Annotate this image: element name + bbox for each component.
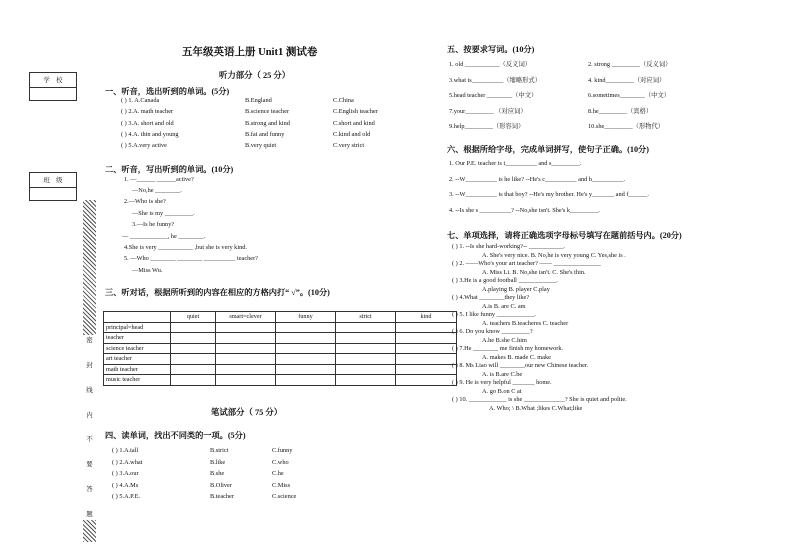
- choice-question: ( ) 5. I like funny ____________.: [452, 311, 536, 318]
- tick-cell[interactable]: [396, 364, 457, 375]
- section3-heading: 三、听对话，根据所听到的内容在相应的方格内打“ √”。(10分): [105, 288, 330, 297]
- fill-in-line: 4. kind_________（对应词）: [588, 76, 666, 84]
- question-option: ( ) 4.A.Ms: [112, 481, 139, 489]
- class-label: 班 级: [43, 177, 63, 184]
- table-header-cell: funny: [276, 312, 336, 323]
- choice-question: ( ) 8. Ms Liao will ________our new Chinese teacher.: [452, 362, 589, 369]
- fill-in-line: 1. old ___________（反义词）: [449, 61, 532, 68]
- seal-char: 要: [86, 461, 93, 469]
- section5-heading: 五、按要求写词。(10分): [447, 45, 535, 54]
- section1-heading: 一、听音，选出听到的单词。(5分): [105, 87, 230, 96]
- table-header-cell: [104, 312, 171, 323]
- tick-cell[interactable]: [171, 333, 216, 344]
- tick-cell[interactable]: [216, 354, 276, 365]
- table-header-cell: strict: [336, 312, 396, 323]
- tick-cell[interactable]: [396, 354, 457, 365]
- tick-cell[interactable]: [171, 354, 216, 365]
- choice-question: ( ) 2. ——Who's your art teacher? —— _______________: [452, 260, 601, 267]
- fill-in-line: — ____________, he ________.: [122, 233, 206, 240]
- table-header-cell: quiet: [171, 312, 216, 323]
- question-option: ( ) 2.A. math teacher: [121, 108, 174, 116]
- choice-options: A. Miss Li. B. No,she isn't. C. She's thin.: [482, 269, 586, 276]
- table-row: [104, 375, 457, 386]
- fill-in-line: 4. --Is she s __________? --No,she isn't. She's k_________.: [449, 206, 600, 214]
- question-option: ( ) 5.A.very active: [121, 142, 167, 150]
- tick-cell[interactable]: [336, 375, 396, 386]
- question-option: ( ) 3.A.our: [112, 470, 139, 477]
- fill-in-line: —Miss Wu.: [132, 267, 163, 274]
- question-option: C.science: [272, 493, 297, 500]
- question-option: C.he: [272, 470, 284, 477]
- table-header-cell: smart=clever: [216, 312, 276, 323]
- question-option: B.strict: [210, 447, 229, 454]
- fill-in-line: 3.what is__________（缩略形式）: [449, 76, 542, 84]
- tick-cell[interactable]: [276, 375, 336, 386]
- fill-in-line: —No,he ________.: [132, 187, 182, 194]
- tick-cell[interactable]: [171, 322, 216, 333]
- question-option: ( ) 1. A.Canada: [121, 97, 160, 104]
- table-row-label: music teacher: [104, 375, 171, 386]
- question-option: B.science teacher: [245, 108, 290, 116]
- class-label-box: [29, 172, 77, 201]
- tick-cell[interactable]: [396, 375, 457, 386]
- question-option: C.Miss: [272, 481, 291, 489]
- fill-in-line: 5. —Who ________ ________ __________ teacher?: [124, 255, 258, 262]
- table-row-label: teacher: [104, 333, 171, 344]
- seal-char: 不: [86, 436, 93, 444]
- choice-question: ( ) 10. ____________ is she _____________? She is quiet and polite.: [452, 396, 627, 403]
- fill-in-line: 4.She is very ___________ ,but she is very kind.: [124, 244, 247, 251]
- table-row-label: principal=head: [104, 322, 171, 333]
- question-option: C.kind and old: [333, 130, 371, 138]
- question-option: B.England: [245, 97, 272, 104]
- tick-cell[interactable]: [216, 322, 276, 333]
- tick-cell[interactable]: [396, 343, 457, 354]
- tick-cell[interactable]: [276, 333, 336, 344]
- table-row: [104, 364, 457, 375]
- question-option: C.short and kind: [333, 119, 375, 127]
- fill-in-line: 2. strong _________（反义词）: [588, 61, 672, 68]
- question-option: C.English teacher: [333, 108, 378, 116]
- fill-in-line: 9.help_________（形容词）: [449, 123, 525, 130]
- fill-in-line: —She is my _________.: [132, 210, 195, 217]
- fill-in-line: 3. --W__________ is that boy? --He's my brother. He's y_______ and f______.: [449, 191, 649, 198]
- tick-cell[interactable]: [216, 333, 276, 344]
- question-option: B.like: [210, 458, 226, 466]
- choice-options: A.playing B. player C.play: [482, 286, 550, 293]
- choice-question: ( ) 4.What ________they like?: [452, 294, 530, 301]
- listening-part-title: 听力部分（ 25 分）: [219, 71, 291, 80]
- fill-in-line: 5.head teacher ________（中文）: [449, 92, 538, 99]
- tick-cell[interactable]: [171, 375, 216, 386]
- choice-question: ( ) 1. --Is she hard-working?-- ___________.: [452, 243, 565, 250]
- choice-question: ( ) 3.He is a good football ____________.: [452, 277, 558, 284]
- choice-question: ( ) 6. Do you know _________?: [452, 328, 533, 335]
- fill-in-line: 2.—Who is she?: [124, 198, 166, 205]
- choice-options: A.is B. are C. am: [482, 303, 526, 310]
- table-row: [104, 333, 457, 344]
- section7-heading: 七、单项选择，请将正确选项字母标号填写在题前括号内。(20分): [447, 231, 682, 240]
- table-row-label: math teacher: [104, 364, 171, 375]
- choice-options: A. is B.are C.be: [482, 371, 523, 378]
- choice-options: A. She's very nice. B. No,he is very young C. Yes,she is .: [482, 252, 626, 259]
- tick-cell[interactable]: [276, 343, 336, 354]
- school-label-box: [29, 72, 77, 101]
- table-row: [104, 322, 457, 333]
- fill-in-line: 1. Our P.E. teacher is t__________ and s_________.: [449, 160, 582, 167]
- tick-cell[interactable]: [216, 364, 276, 375]
- question-option: ( ) 2.A.what: [112, 458, 143, 466]
- choice-options: A.he B.she C.him: [482, 337, 527, 344]
- question-option: C.who: [272, 458, 289, 466]
- section2-heading: 二、听音，写出听到的单词。(10分): [105, 165, 234, 174]
- choice-question: ( ) 7.He ________ me finish my homework.: [452, 345, 564, 352]
- fill-in-line: 8.he_________（宾格）: [588, 107, 653, 115]
- tick-cell[interactable]: [336, 333, 396, 344]
- tick-cell[interactable]: [216, 343, 276, 354]
- question-option: ( ) 5.A.P.E.: [112, 493, 140, 500]
- table-header-cell: kind: [396, 312, 457, 323]
- question-option: ( ) 4.A. thin and young: [121, 130, 179, 138]
- section6-heading: 六、根据所给字母，完成单词拼写，使句子正确。(10分): [447, 145, 649, 154]
- fill-in-line: 7.your_________ （对应词）: [449, 107, 527, 115]
- seal-char: 封: [86, 361, 93, 369]
- fill-in-line: 2. --W__________ is he like? --He's c__________ and h__________.: [449, 175, 626, 183]
- question-option: ( ) 1.A.tall: [112, 447, 139, 454]
- seal-line-text: [83, 335, 96, 520]
- seal-char: 题: [86, 510, 93, 518]
- page-title: 五年级英语上册 Unit1 测试卷: [182, 47, 318, 58]
- question-option: B.very quiet: [245, 142, 277, 150]
- tick-cell[interactable]: [171, 364, 216, 375]
- question-option: B.fat and funny: [245, 130, 285, 138]
- tick-cell[interactable]: [396, 333, 457, 344]
- tick-cell[interactable]: [276, 364, 336, 375]
- choice-question: ( ) 9. He is very helpful _______ home.: [452, 379, 552, 386]
- question-option: B.Oliver: [210, 481, 232, 489]
- question-option: B.teacher: [210, 493, 234, 500]
- tick-cell[interactable]: [396, 322, 457, 333]
- table-row-label: art teacher: [104, 354, 171, 365]
- fill-in-line: 6.sometimes________（中文）: [588, 92, 671, 99]
- school-label: 学 校: [43, 77, 63, 84]
- question-option: C.very strict: [333, 142, 365, 150]
- tick-cell[interactable]: [276, 354, 336, 365]
- choice-options: A. go B.on C at: [482, 388, 522, 395]
- tick-cell[interactable]: [336, 364, 396, 375]
- fill-in-line: 1. —______ ______active?: [124, 176, 194, 183]
- tick-cell[interactable]: [336, 322, 396, 333]
- section3-table: [103, 311, 457, 386]
- fill-in-line: 3.—Is he funny?: [132, 221, 175, 228]
- seal-char: 线: [86, 386, 93, 394]
- seal-char: 答: [86, 486, 93, 494]
- table-row: [104, 354, 457, 365]
- choice-options: A. teachers B.teacheres C. teacher: [482, 320, 569, 327]
- choice-options: A. makes B. made C. make: [482, 354, 551, 361]
- tick-cell[interactable]: [336, 343, 396, 354]
- seal-char: 密: [86, 337, 93, 344]
- tick-cell[interactable]: [336, 354, 396, 365]
- tick-cell[interactable]: [171, 343, 216, 354]
- table-row: [104, 343, 457, 354]
- question-option: C.China: [333, 97, 354, 104]
- choice-options: A. Who; \ B.What ;likes C.What;like: [489, 405, 583, 412]
- fill-in-line: 10.she_________（形物代）: [588, 123, 665, 130]
- section4-heading: 四、读单词，找出不同类的一项。(5分): [105, 431, 246, 440]
- question-option: C.funny: [272, 447, 293, 454]
- table-row-label: science teacher: [104, 343, 171, 354]
- question-option: B.she: [210, 470, 225, 477]
- question-option: B.strong and kind: [245, 119, 290, 127]
- seal-char: 内: [86, 411, 93, 419]
- tick-cell[interactable]: [216, 375, 276, 386]
- written-part-title: 笔试部分（ 75 分）: [211, 408, 283, 417]
- question-option: ( ) 3.A. short and old: [121, 119, 174, 127]
- tick-cell[interactable]: [276, 322, 336, 333]
